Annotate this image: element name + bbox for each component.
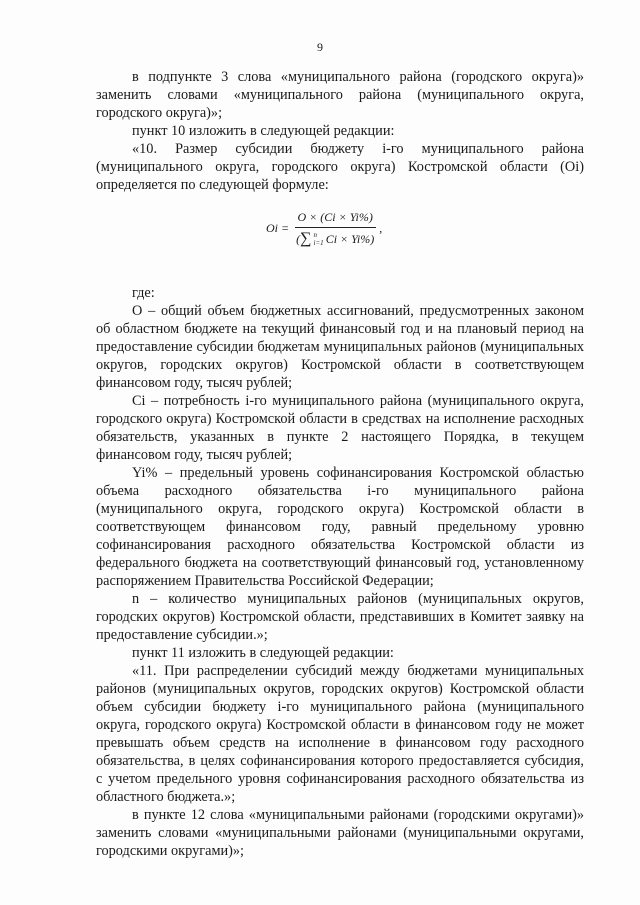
paragraph-point-10-intro: пункт 10 изложить в следующей редакции: bbox=[132, 123, 395, 139]
formula-open-paren: ( bbox=[296, 232, 301, 246]
sum-symbol: ∑ bbox=[300, 230, 312, 247]
paragraph-subpoint-3: в подпункте 3 слова «муниципального района (городского округа)» заменить словами «муниципального района (муниципального округа, городского округа)»; bbox=[96, 69, 584, 121]
subsidy-formula bbox=[96, 204, 584, 266]
formula-lhs: Oi = bbox=[266, 221, 290, 235]
paragraph-point-12: в пункте 12 слова «муниципальными районами (городскими округами)» заменить словами «муниципальными районами (муниципальными округами, городскими округами)»; bbox=[96, 807, 584, 859]
definition-ci: Ci – потребность i-го муниципального района (муниципального округа, городского округа) Костромской области в средствах на исполнение расходных обязательств, указанных в пункте 2 настоящего Порядка, в текущем финансовом году, тысяч рублей; bbox=[96, 393, 584, 463]
definition-o: O – общий объем бюджетных ассигнований, предусмотренных законом об областном бюджете на текущий финансовый год и на плановый период на предоставление субсидии бюджетам муниципальных районов (муниципальных округов, городских округов) Костромской области в соответствующем финансовом году, тысяч рублей; bbox=[96, 303, 584, 391]
formula-denominator-body: Ci × Yi%) bbox=[325, 232, 375, 246]
sum-limits bbox=[314, 231, 324, 247]
paragraph-point-11-text: «11. При распределении субсидий между бюджетами муниципальных районов (муниципальных округов, городских округов) Костромской области объем субсидии бюджету i-го муниципального района (муниципального округа, городского округа) Костромской области в финансовом году не может превышать объем средств на исполнение в финансовом году расходного обязательства, в целях софинансирования которого предоставляется субсидия, с учетом предельного уровня софинансирования расходного обязательства из областного бюджета.»; bbox=[96, 663, 584, 805]
paragraph-point-11-intro: пункт 11 изложить в следующей редакции: bbox=[132, 645, 394, 661]
definition-n: n – количество муниципальных районов (муниципальных округов, городских округов) Костромской области, представивших в Комитет заявку на предоставление субсидии.»; bbox=[96, 591, 584, 643]
definition-where: где: bbox=[132, 285, 155, 301]
formula-denominator bbox=[293, 228, 377, 248]
formula-fraction bbox=[293, 208, 377, 248]
sum-upper-limit: n bbox=[313, 231, 318, 239]
definition-yi: Yi% – предельный уровень софинансирования Костромской областью объема расходного обязательства i-го муниципального района (муниципального округа, городского округа) Костромской области в соответствующем финансовом году, равный предельному уровню софинансирования расходного обязательства Костромской области из федерального бюджета на соответствующий финансовый год, установленному распоряжением Правительства Российской Федерации; bbox=[96, 465, 584, 589]
paragraph-point-10-text: «10. Размер субсидии бюджету i-го муниципального района (муниципального округа, городского округа) Костромской области (Oi) определяется по следующей формуле: bbox=[96, 141, 584, 193]
page-number: 9 bbox=[317, 40, 323, 54]
sum-lower-limit: i=1 bbox=[313, 239, 324, 247]
formula-trailing-comma: , bbox=[379, 221, 383, 235]
document-body bbox=[96, 68, 584, 860]
formula-numerator: O × (Ci × Yi%) bbox=[295, 208, 376, 228]
